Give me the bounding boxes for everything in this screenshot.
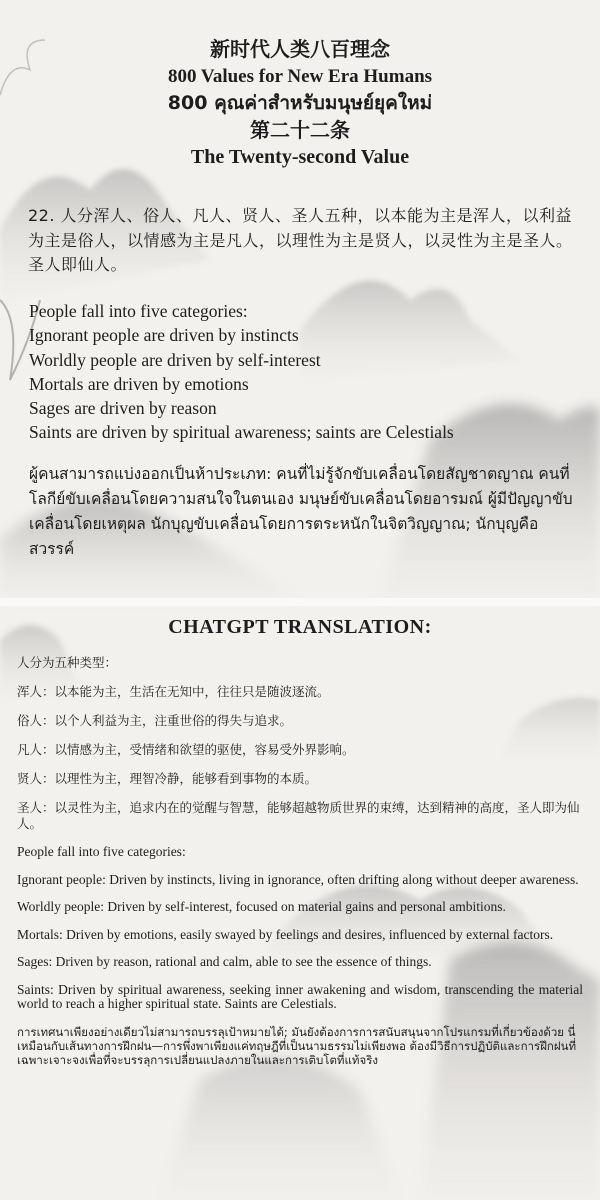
title-en: 800 Values for New Era Humans — [167, 66, 433, 87]
value-number-en: The Twenty-second Value — [190, 146, 410, 168]
en-line: Ignorant people are driven by instincts — [29, 325, 299, 346]
translation-title: CHATGPT TRANSLATION: — [168, 616, 432, 638]
en-item: Mortals: Driven by emotions, easily swayed by feelings and desires, influenced by external factors. — [17, 926, 554, 942]
title-cn: 新时代人类八百理念 — [210, 37, 390, 61]
en-item: Saints: Driven by spiritual awareness, seeking inner awakening and wisdom, transcending the material world to reach a higher spiritual state. Saints are Celestials. — [17, 981, 583, 1011]
value-text-cn: 22. 人分浑人、俗人、凡人、贤人、圣人五种，以本能为主是浑人，以利益为主是俗人，以情感为主是凡人，以理性为主是贤人，以灵性为主是圣人。圣人即仙人。 — [28, 206, 573, 274]
cn-item: 凡人：以情感为主，受情绪和欲望的驱使，容易受外界影响。 — [17, 742, 355, 757]
th-text: การเทศนาเพียงอย่างเดียวไม่สามารถบรรลุเป้าหมายได้; มันยังต้องการการสนับสนุนจากโปรแกรมที่เกี่ยวข้องด้วย นี่เหมือนกับเส้นทางการฝึกฝน—การพึ่งพาเพียงแค่ทฤษฎีที่เป็นนามธรรมไม่เพียงพอ ต้องมีวิธีการปฏิบัติและการฝึกฝนที่เฉพาะเจาะจงเพื่อที่จะบรรลุการเปลี่ยนแปลงภายในและการเติบโตที่แท้จริง — [17, 1024, 577, 1067]
cn-item: 俗人：以个人利益为主，注重世俗的得失与追求。 — [17, 713, 293, 728]
en-line: People fall into five categories: — [29, 301, 248, 321]
translation-card — [0, 606, 600, 1200]
section-divider — [0, 598, 600, 606]
en-line: Saints are driven by spiritual awareness; saints are Celestials — [29, 422, 454, 443]
en-item: Ignorant people: Driven by instincts, living in ignorance, often drifting along without deeper awareness. — [17, 871, 579, 887]
en-line: Sages are driven by reason — [29, 398, 217, 419]
cn-item: 浑人：以本能为主，生活在无知中，往往只是随波逐流。 — [17, 684, 330, 699]
cn-item: 贤人：以理性为主，理智冷静，能够看到事物的本质。 — [17, 771, 318, 786]
en-line: Worldly people are driven by self-interest — [29, 349, 321, 370]
value-number-cn: 第二十二条 — [250, 118, 350, 142]
value-text-th: ผู้คนสามารถแบ่งออกเป็นห้าประเภท: คนที่ไม่รู้จักขับเคลื่อนโดยสัญชาตญาณ คนที่โลกีย์ขับเคลื่อนโดยความสนใจในตนเอง มนุษย์ขับเคลื่อนโดยอารมณ์ ผู้มีปัญญาขับเคลื่อนโดยเหตุผล นักบุญขับเคลื่อนโดยการตระหนักในจิตวิญญาณ; นักบุญคือสวรรค์ — [29, 465, 573, 558]
title-block — [0, 0, 600, 171]
cn-item: 圣人：以灵性为主，追求内在的觉醒与智慧，能够超越物质世界的束缚，达到精神的高度，圣人即为仙人。 — [17, 800, 580, 831]
en-intro: People fall into five categories: — [17, 844, 186, 859]
en-line: Mortals are driven by emotions — [29, 373, 249, 394]
en-item: Worldly people: Driven by self-interest, focused on material gains and personal ambitions. — [17, 899, 506, 914]
value-card — [0, 0, 600, 598]
en-item: Sages: Driven by reason, rational and calm, able to see the essence of things. — [17, 954, 432, 969]
value-text-en — [29, 299, 589, 445]
cn-intro: 人分为五种类型： — [17, 655, 118, 670]
title-th: 800 คุณค่าสำหรับมนุษย์ยุคใหม่ — [167, 92, 433, 114]
